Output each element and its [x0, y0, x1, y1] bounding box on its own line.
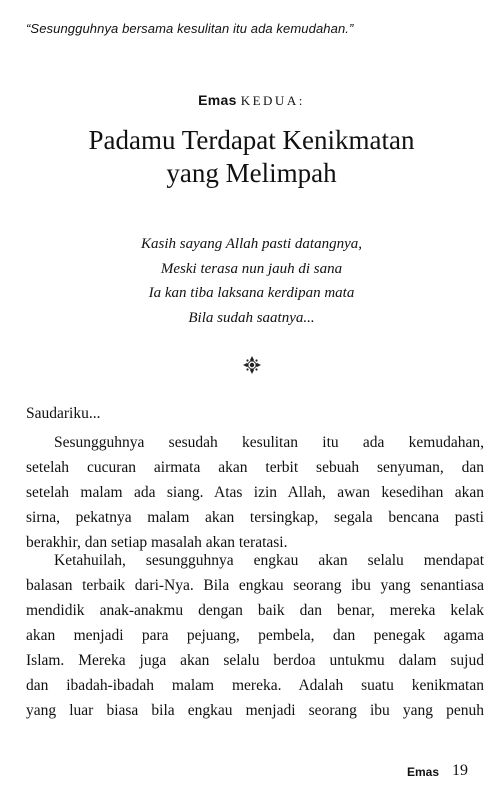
paragraph-line: setelah cucuran airmata akan terbit sebuah senyuman, dan [26, 459, 484, 476]
paragraph-line: akan menjadi para pejuang, pembela, dan penegak agama [26, 627, 484, 644]
greeting: Saudariku... [26, 405, 101, 422]
chapter-title-line: Padamu Terdapat Kenikmatan [88, 125, 415, 155]
paragraph-1 [26, 430, 484, 555]
page-number: 19 [452, 762, 468, 779]
paragraph-2 [26, 548, 484, 723]
running-footer-title: Emas [407, 765, 440, 779]
paragraph-line: balasan terbaik dari-Nya. Bila engkau seorang ibu yang senantiasa [26, 577, 484, 594]
paragraph-line: setelah malam ada siang. Atas izin Allah, awan kesedihan akan [26, 484, 484, 501]
paragraph-line: sirna, pekatnya malam akan tersingkap, segala bencana pasti [26, 509, 484, 526]
paragraph-line: Ketahuilah, sesungguhnya engkau akan selalu mendapat [54, 552, 484, 569]
chapter-label [0, 91, 503, 110]
poem-line: Bila sudah saatnya... [188, 309, 315, 326]
ornament-icon [243, 356, 261, 374]
epigraph-poem [0, 232, 503, 330]
chapter-label-ordinal: KEDUA: [240, 93, 305, 108]
poem-line: Meski terasa nun jauh di sana [160, 260, 343, 277]
chapter-label-word: Emas [198, 92, 237, 108]
paragraph-line: berakhir, dan setiap masalah akan teratasi. [26, 534, 288, 551]
paragraph-line: dan ibadah-ibadah malam mereka. Adalah suatu kenikmatan [26, 677, 484, 694]
paragraph-line: yang luar biasa bila engkau menjadi seorang ibu yang penuh [26, 702, 484, 719]
paragraph-line: Islam. Mereka juga akan selalu berdoa untukmu dalam sujud [26, 652, 484, 669]
paragraph-line: mendidik anak-anakmu dengan baik dan benar, mereka kelak [26, 602, 484, 619]
poem-line: Ia kan tiba laksana kerdipan mata [148, 285, 355, 301]
running-header-quote: “Sesungguhnya bersama kesulitan itu ada kemudahan.” [26, 21, 354, 36]
poem-line: Kasih sayang Allah pasti datangnya, [141, 236, 362, 252]
chapter-title [0, 124, 503, 190]
chapter-title-line: yang Melimpah [166, 158, 337, 188]
paragraph-line: Sesungguhnya sesudah kesulitan itu ada kemudahan, [54, 434, 484, 451]
